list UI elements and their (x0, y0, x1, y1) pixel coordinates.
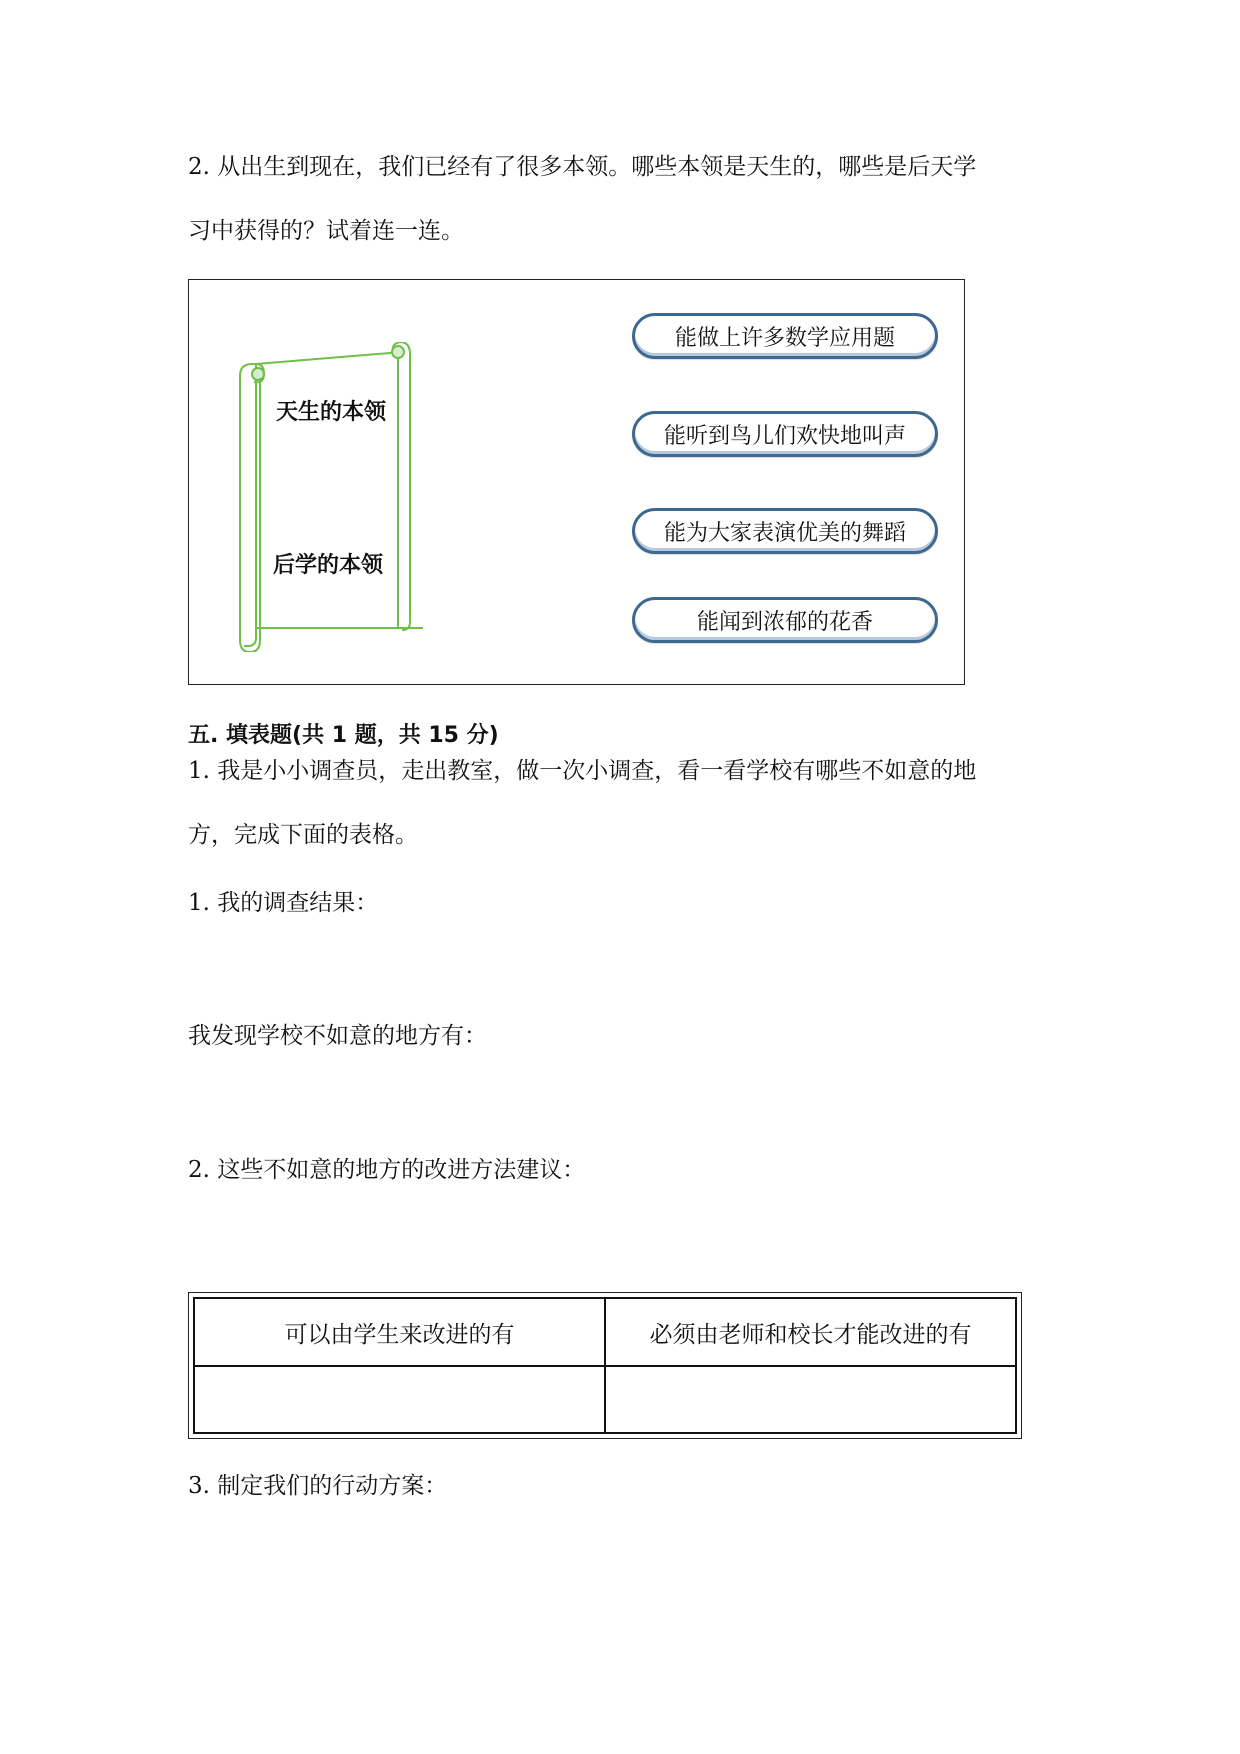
section-5-question-line-1: 1. 我是小小调查员，走出教室，做一次小调查，看一看学校有哪些不如意的地 (188, 758, 977, 784)
table-header-students: 可以由学生来改进的有 (194, 1298, 605, 1366)
scroll-icon (234, 342, 424, 652)
ability-option-1[interactable]: 能做上许多数学应用题 (632, 313, 938, 359)
question-2-line-2: 习中获得的？试着连一连。 (188, 218, 464, 244)
fill-in-table-frame (188, 1292, 1022, 1439)
ability-option-4[interactable]: 能闻到浓郁的花香 (632, 597, 938, 643)
found-problems-label: 我发现学校不如意的地方有： (188, 1023, 487, 1049)
question-2-line-1: 2. 从出生到现在，我们已经有了很多本领。哪些本领是天生的，哪些是后天学 (188, 154, 977, 180)
ability-option-2[interactable]: 能听到鸟儿们欢快地叫声 (632, 411, 938, 457)
table-cell-students[interactable] (194, 1366, 605, 1433)
section-5-question-line-2: 方，完成下面的表格。 (188, 822, 418, 848)
table-header-teachers: 必须由老师和校长才能改进的有 (605, 1298, 1016, 1366)
section-5-heading: 五. 填表题(共 1 题，共 15 分) (188, 723, 499, 748)
survey-result-label: 1. 我的调查结果： (188, 890, 379, 916)
label-learned: 后学的本领 (273, 553, 384, 578)
matching-figure (188, 279, 965, 685)
ability-option-3[interactable]: 能为大家表演优美的舞蹈 (632, 508, 938, 554)
action-plan-label: 3. 制定我们的行动方案： (188, 1473, 448, 1499)
label-innate: 天生的本领 (276, 400, 387, 425)
improvement-label: 2. 这些不如意的地方的改进方法建议： (188, 1157, 586, 1183)
fill-in-table (193, 1297, 1017, 1434)
table-cell-teachers[interactable] (605, 1366, 1016, 1433)
